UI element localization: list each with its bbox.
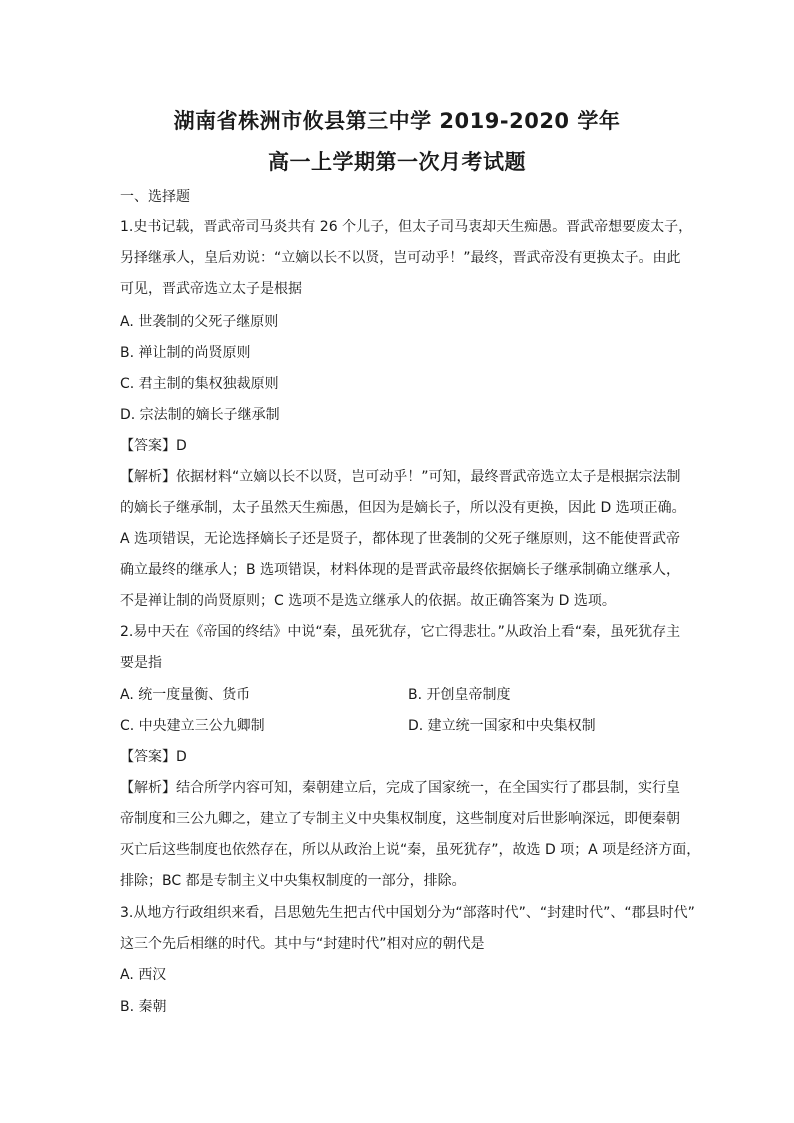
document-subtitle: 高一上学期第一次月考试题: [268, 150, 526, 174]
question-1-option-a: A. 世袭制的父死子继原则: [120, 314, 279, 330]
question-2-options-row-1: [120, 686, 680, 704]
question-3-line-2: 这三个先后相继的时代。其中与“封建时代”相对应的朝代是: [120, 936, 485, 952]
question-3-line-1: 3.从地方行政组织来看，吕思勉先生把古代中国划分为“部落时代”、“封建时代”、“郡县时代”: [120, 905, 695, 921]
question-1-analysis-line-3: A 选项错误，无论选择嫡长子还是贤子，都体现了世袭制的父死子继原则，这不能使晋武帝: [120, 531, 681, 547]
question-1-answer: 【答案】D: [120, 438, 187, 454]
document-title: 湖南省株洲市攸县第三中学 2019-2020 学年: [173, 109, 621, 133]
question-2-analysis-line-2: 帝制度和三公九卿之，建立了专制主义中央集权制度，这些制度对后世影响深远，即便秦朝: [120, 811, 680, 827]
question-2-option-c: C. 中央建立三公九卿制: [120, 718, 265, 734]
question-2-analysis-line-4: 排除；BC 都是专制主义中央集权制度的一部分，排除。: [120, 873, 466, 889]
question-3-option-b: B. 秦朝: [120, 999, 167, 1015]
question-2-analysis-line-3: 灭亡后这些制度也依然存在，所以从政治上说“秦，虽死犹存”，故选 D 项；A 项是经济方面，: [120, 842, 701, 858]
question-2-option-b: B. 开创皇帝制度: [408, 687, 511, 703]
question-2-option-a: A. 统一度量衡、货币: [120, 687, 251, 703]
question-2-line-1: 2.易中天在《帝国的终结》中说“秦，虽死犹存，它亡得悲壮。”从政治上看“秦，虽死犹存主: [120, 624, 681, 640]
question-2-analysis-line-1: 【解析】结合所学内容可知，秦朝建立后，完成了国家统一，在全国实行了郡县制，实行皇: [120, 780, 680, 796]
question-1-option-b: B. 禅让制的尚贤原则: [120, 345, 251, 361]
section-heading: 一、选择题: [120, 189, 190, 205]
question-2-line-2: 要是指: [120, 655, 162, 671]
question-3-option-a: A. 西汉: [120, 967, 167, 983]
question-2-options-row-2: [120, 717, 680, 735]
question-1-line-1: 1.史书记载，晋武帝司马炎共有 26 个儿子，但太子司马衷却天生痴愚。晋武帝想要废太子，: [120, 219, 693, 235]
question-1-analysis-line-1: 【解析】依据材料“立嫡以长不以贤，岂可动乎！”可知，最终晋武帝选立太子是根据宗法制: [120, 469, 681, 485]
question-1-analysis-line-5: 不是禅让制的尚贤原则；C 选项不是选立继承人的依据。故正确答案为 D 选项。: [120, 593, 616, 609]
question-1-analysis-line-4: 确立最终的继承人；B 选项错误，材料体现的是晋武帝最终依据嫡长子继承制确立继承人，: [120, 562, 681, 578]
question-2-option-d: D. 建立统一国家和中央集权制: [408, 718, 596, 734]
question-2-answer: 【答案】D: [120, 749, 187, 765]
question-1-option-d: D. 宗法制的嫡长子继承制: [120, 407, 280, 423]
question-1-analysis-line-2: 的嫡长子继承制，太子虽然天生痴愚，但因为是嫡长子，所以没有更换，因此 D 选项正确。: [120, 500, 686, 516]
question-1-option-c: C. 君主制的集权独裁原则: [120, 376, 279, 392]
question-1-line-3: 可见，晋武帝选立太子是根据: [120, 281, 302, 297]
question-1-line-2: 另择继承人，皇后劝说：“立嫡以长不以贤，岂可动乎！”最终，晋武帝没有更换太子。由此: [120, 250, 681, 266]
